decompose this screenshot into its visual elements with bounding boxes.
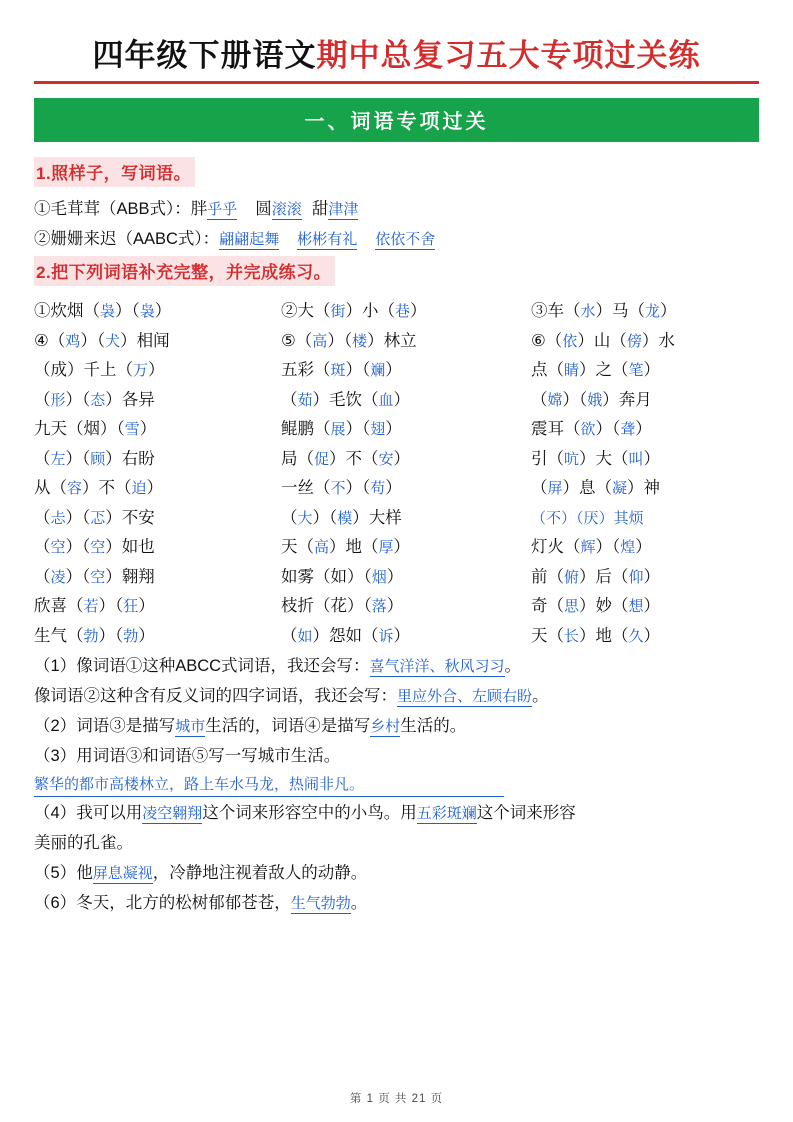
sub-question-6 xyxy=(34,888,759,918)
q1-answer-2b: 彬彬有礼 xyxy=(297,230,358,248)
cell-answer-b: 模 xyxy=(337,508,353,527)
cell-answer-b: 娥 xyxy=(587,390,603,409)
sub-question-4-cont xyxy=(34,828,759,858)
cell-answer-a: 屏 xyxy=(547,479,563,497)
cell-pre: 生气（ xyxy=(34,626,84,645)
table-row xyxy=(34,327,759,357)
cell-answer-a: 鸡 xyxy=(65,331,81,350)
cell-mid: ）（ xyxy=(561,508,584,527)
word-fill-grid xyxy=(34,297,759,651)
q1-answer-2c: 依依不舍 xyxy=(375,230,436,248)
cell-pre: 天（ xyxy=(281,538,314,556)
sub-5-answer: 屏息凝视 xyxy=(92,864,153,882)
cell-post: ） xyxy=(138,597,155,615)
cell-answer-a: 勃 xyxy=(83,626,99,645)
cell-mid: ）地（ xyxy=(329,538,379,556)
cell-answer-b: 想 xyxy=(628,597,644,615)
cell-answer-a: 长 xyxy=(564,626,580,645)
cell-mid: ）马（ xyxy=(595,302,646,320)
table-row xyxy=(34,592,759,622)
grid-cell xyxy=(34,504,281,534)
grid-cell xyxy=(34,622,281,652)
cell-answer-a: 高 xyxy=(314,538,330,556)
cell-answer-a: 街 xyxy=(330,302,346,320)
sub-1b-text: 像词语②这种含有反义词的四字词语，我还会写： xyxy=(34,687,397,705)
cell-answer-a: 不 xyxy=(330,479,346,497)
cell-mid: ）（ xyxy=(65,508,91,527)
sub-6-text: 冬天，北方的松树郁郁苍苍， xyxy=(76,894,291,912)
cell-mid: ）（ xyxy=(562,390,588,409)
cell-answer-a: 落 xyxy=(371,597,387,615)
cell-answer-a: 高 xyxy=(312,331,328,350)
grid-cell xyxy=(34,297,281,327)
cell-mid: ）地（ xyxy=(579,626,629,645)
cell-answer-b: 狂 xyxy=(123,597,139,615)
grid-cell xyxy=(34,563,281,593)
cell-answer-b: 厌 xyxy=(583,508,599,527)
cell-answer-a: 茹 xyxy=(297,390,313,409)
cell-mid: ）（ xyxy=(98,626,124,645)
cell-post: ） xyxy=(643,597,661,615)
cell-mid: ）大（ xyxy=(579,449,629,468)
cell-mid: ）小（ xyxy=(345,302,396,320)
sub-3-id: （3） xyxy=(34,747,77,765)
cell-pre: （ xyxy=(34,567,51,586)
cell-mid: ）妙（ xyxy=(579,597,629,615)
cell-answer-a: 大 xyxy=(297,508,313,527)
cell-mid: ）不（ xyxy=(329,449,379,468)
grid-cell xyxy=(281,622,531,652)
grid-cell xyxy=(281,415,531,445)
cell-pre: 鲲鹏（ xyxy=(281,420,331,438)
cell-answer-a: 万 xyxy=(133,361,149,379)
cell-post: ） xyxy=(635,538,652,556)
cell-mid: ）不（ xyxy=(82,479,132,497)
cell-answer-a: 若 xyxy=(83,597,99,615)
cell-answer-b: 安 xyxy=(378,449,394,468)
table-row xyxy=(34,415,759,445)
grid-cell xyxy=(34,356,281,386)
cell-post: ）奔月 xyxy=(602,390,652,409)
sub-1-text: 像词语①这种ABCC式词语，我还会写： xyxy=(76,657,370,675)
cell-answer-a: 吭 xyxy=(564,449,580,468)
sub-6-post: 。 xyxy=(350,894,368,912)
cell-post: ）各异 xyxy=(105,390,155,409)
cell-answer-b: 凝 xyxy=(612,479,628,497)
cell-post: ） xyxy=(643,567,661,586)
cell-mid: ）（ xyxy=(327,331,353,350)
sub-5-id: （5） xyxy=(34,864,77,882)
cell-pre: （ xyxy=(531,508,547,527)
cell-mid: ）（ xyxy=(595,420,621,438)
q1-l2-prefix: ②姗姗来迟（AABC式）： xyxy=(34,230,220,248)
sub-6-id: （6） xyxy=(34,894,77,912)
grid-cell xyxy=(531,533,751,563)
cell-answer-a: 展 xyxy=(330,420,346,438)
cell-post: ） xyxy=(154,302,172,320)
table-row xyxy=(34,474,759,504)
cell-pre: （ xyxy=(34,508,51,527)
cell-pre: 九天（烟）（ xyxy=(34,420,125,438)
cell-answer-b: 忑 xyxy=(90,508,106,527)
q1-l1-prefix: ①毛茸茸（ABB式）：胖 xyxy=(34,200,208,218)
cell-answer-a: 容 xyxy=(67,479,83,497)
cell-pre: （ xyxy=(531,479,548,497)
sub-question-3 xyxy=(34,741,759,771)
cell-mid: ）（ xyxy=(115,302,140,320)
cell-post: ）神 xyxy=(627,479,661,497)
cell-answer-b: 空 xyxy=(90,567,106,586)
q1-answer-1b: 滚滚 xyxy=(271,200,302,218)
cell-post: ）相闻 xyxy=(120,331,170,350)
cell-post: ） xyxy=(410,302,427,320)
cell-answer-a: 如 xyxy=(297,626,313,645)
cell-post: ） xyxy=(643,361,661,379)
cell-answer-a: 依 xyxy=(562,331,578,350)
cell-pre: （ xyxy=(34,449,51,468)
cell-pre: 引（ xyxy=(531,449,564,468)
sub-4-answer-1: 凌空翱翔 xyxy=(142,804,203,822)
cell-post: ） xyxy=(386,597,404,615)
cell-answer-b: 久 xyxy=(628,626,644,645)
q1-l1-mid: 圆 xyxy=(255,200,272,218)
sub-1b-post: 。 xyxy=(532,687,549,705)
table-row xyxy=(34,563,759,593)
cell-answer-b: 斓 xyxy=(370,361,386,379)
cell-pre: 欣喜（ xyxy=(34,597,84,615)
cell-post: ）其烦 xyxy=(598,508,644,527)
cell-pre: （ xyxy=(531,390,548,409)
title-red-part: 期中总复习五大专项过关练 xyxy=(316,38,701,73)
section-header: 一、词语专项过关 xyxy=(34,98,759,142)
cell-answer-b: 仰 xyxy=(628,567,644,586)
cell-mid: ）（ xyxy=(65,538,91,556)
table-row xyxy=(34,533,759,563)
sub-2-post: 生活的。 xyxy=(400,717,467,735)
cell-answer-a: 空 xyxy=(50,538,66,556)
cell-pre: 如雾（如）（ xyxy=(281,567,372,586)
title-black-part: 四年级下册语文 xyxy=(92,38,317,73)
cell-pre: 前（ xyxy=(531,567,564,586)
cell-answer-a: 雪 xyxy=(124,420,140,438)
grid-cell xyxy=(281,533,531,563)
grid-cell xyxy=(531,386,751,416)
question-2 xyxy=(34,254,759,918)
cell-post: ） xyxy=(643,626,661,645)
cell-post: ）翱翔 xyxy=(105,567,155,586)
table-row xyxy=(34,504,759,534)
cell-pre: ②大（ xyxy=(281,302,331,320)
sub-4-id: （4） xyxy=(34,804,77,822)
sub-2-answer-1: 城市 xyxy=(175,717,206,735)
cell-post: ） xyxy=(385,361,402,379)
cell-mid: ）之（ xyxy=(579,361,629,379)
cell-answer-a: 烟 xyxy=(371,567,387,586)
cell-answer-b: 苟 xyxy=(370,479,386,497)
cell-mid: ）（ xyxy=(595,538,621,556)
cell-mid: ）后（ xyxy=(579,567,629,586)
grid-cell xyxy=(531,356,751,386)
sub-1-answer: 喜气洋洋、秋风习习 xyxy=(369,657,505,675)
cell-pre: 枝折（花）（ xyxy=(281,597,372,615)
cell-pre: ⑥（ xyxy=(531,331,563,350)
cell-post: ） xyxy=(385,479,402,497)
cell-pre: ①炊烟（ xyxy=(34,302,100,320)
table-row xyxy=(34,386,759,416)
cell-pre: 从（ xyxy=(34,479,67,497)
sub-4-text: 我可以用 xyxy=(76,804,143,822)
cell-mid: ）（ xyxy=(345,479,371,497)
cell-post: ） xyxy=(393,449,411,468)
cell-answer-b: 煌 xyxy=(620,538,636,556)
cell-answer-b: 翅 xyxy=(370,420,386,438)
cell-answer-b: 笔 xyxy=(628,361,644,379)
cell-pre: （ xyxy=(34,538,51,556)
sub-1-id: （1） xyxy=(34,657,77,675)
cell-mid: ）（ xyxy=(65,390,91,409)
table-row xyxy=(34,622,759,652)
grid-cell xyxy=(281,592,531,622)
cell-pre: ③车（ xyxy=(531,302,581,320)
q1-answer-2a: 翩翩起舞 xyxy=(219,230,280,248)
cell-answer-a: 凌 xyxy=(50,567,66,586)
sub-2-mid: 生活的，词语④是描写 xyxy=(205,717,371,735)
page-footer: 第 1 页 共 21 页 xyxy=(349,1093,444,1105)
cell-answer-b: 楼 xyxy=(352,331,368,350)
grid-cell xyxy=(281,504,531,534)
cell-answer-a: 斑 xyxy=(330,361,346,379)
cell-answer-b: 迫 xyxy=(131,479,147,497)
sub-1-post: 。 xyxy=(504,657,522,675)
cell-mid: ）（ xyxy=(345,420,371,438)
grid-cell xyxy=(531,327,751,357)
sub-question-4 xyxy=(34,798,759,828)
cell-answer-b: 态 xyxy=(90,390,106,409)
cell-pre: 点（ xyxy=(531,361,564,379)
cell-mid: ）山（ xyxy=(577,331,627,350)
cell-mid: ）（ xyxy=(345,361,371,379)
cell-mid: ）毛饮（ xyxy=(312,390,379,409)
cell-pre: 天（ xyxy=(531,626,564,645)
cell-pre: ④（ xyxy=(34,331,66,350)
cell-pre: 灯火（ xyxy=(531,538,581,556)
sub-3-text: 用词语③和词语⑤写一写城市生活。 xyxy=(76,747,341,765)
sub-6-answer: 生气勃勃 xyxy=(290,894,351,912)
sub-question-1b xyxy=(34,681,759,711)
table-row xyxy=(34,297,759,327)
cell-pre: （ xyxy=(281,390,298,409)
cell-answer-b: 血 xyxy=(378,390,394,409)
sub-1b-answer: 里应外合、左顾右盼 xyxy=(397,687,533,705)
cell-pre: （ xyxy=(281,626,298,645)
cell-mid: ）（ xyxy=(80,331,106,350)
cell-answer-a: 欲 xyxy=(580,420,596,438)
grid-cell xyxy=(34,445,281,475)
cell-answer-b: 叫 xyxy=(628,449,644,468)
q1-answer-1c: 津津 xyxy=(328,200,359,218)
sub-question-1 xyxy=(34,651,759,681)
sub-2-id: （2） xyxy=(34,717,77,735)
grid-cell xyxy=(531,622,751,652)
grid-cell xyxy=(531,297,751,327)
cell-post: ） xyxy=(146,479,164,497)
grid-cell xyxy=(34,386,281,416)
cell-post: ） xyxy=(386,567,404,586)
cell-post: ）水 xyxy=(641,331,675,350)
cell-post: ） xyxy=(385,420,402,438)
cell-answer-b: 顾 xyxy=(90,449,106,468)
cell-pre: （ xyxy=(34,390,51,409)
cell-post: ） xyxy=(148,361,165,379)
cell-answer-a: 辉 xyxy=(580,538,596,556)
question-1-line-1 xyxy=(34,194,759,224)
sub-question-5 xyxy=(34,858,759,888)
cell-pre: 局（ xyxy=(281,449,314,468)
cell-answer-b: 龙 xyxy=(645,302,661,320)
question-1-line-2 xyxy=(34,224,759,254)
cell-post: ） xyxy=(393,538,411,556)
cell-pre: ⑤（ xyxy=(281,331,313,350)
cell-post: ）不安 xyxy=(105,508,155,527)
cell-answer-b: 聋 xyxy=(620,420,636,438)
grid-cell xyxy=(281,474,531,504)
grid-cell xyxy=(531,445,751,475)
question-1 xyxy=(34,155,759,254)
cell-answer-a: 促 xyxy=(314,449,330,468)
grid-cell xyxy=(34,415,281,445)
cell-answer-a: 袅 xyxy=(100,302,116,320)
q1-answer-1a: 乎乎 xyxy=(207,200,238,218)
cell-post: ） xyxy=(660,302,677,320)
cell-answer-b: 诉 xyxy=(378,626,394,645)
cell-post: ）如也 xyxy=(105,538,155,556)
cell-answer-a: 水 xyxy=(580,302,596,320)
grid-cell xyxy=(281,327,531,357)
grid-cell xyxy=(281,445,531,475)
cell-answer-a: 俯 xyxy=(564,567,580,586)
cell-mid: ）（ xyxy=(65,449,91,468)
cell-mid: ）怨如（ xyxy=(312,626,379,645)
cell-answer-a: 思 xyxy=(564,597,580,615)
cell-answer-a: 睛 xyxy=(564,361,580,379)
cell-answer-b: 厚 xyxy=(378,538,394,556)
cell-post: ） xyxy=(643,449,661,468)
sub-3-answer: 繁华的都市高楼林立，路上车水马龙，热闹非凡。 xyxy=(34,773,504,797)
cell-mid: ）息（ xyxy=(562,479,613,497)
cell-pre: 奇（ xyxy=(531,597,564,615)
cell-post: ）林立 xyxy=(367,331,417,350)
cell-answer-a: 嫦 xyxy=(547,390,563,409)
sub-4-answer-2: 五彩斑斓 xyxy=(416,804,477,822)
cell-post: ） xyxy=(393,626,411,645)
cell-answer-a: 不 xyxy=(546,508,562,527)
cell-pre: （成）千上（ xyxy=(34,361,133,379)
grid-cell xyxy=(281,386,531,416)
cell-mid: ）（ xyxy=(98,597,124,615)
grid-cell xyxy=(34,533,281,563)
page-title xyxy=(34,30,759,84)
grid-cell xyxy=(34,474,281,504)
grid-cell xyxy=(34,327,281,357)
cell-post: ） xyxy=(139,420,157,438)
sub-4-post: 这个词来形容 xyxy=(476,804,576,822)
cell-pre: 一丝（ xyxy=(281,479,331,497)
question-2-heading: 2.把下列词语补充完整，并完成练习。 xyxy=(34,256,335,286)
grid-cell xyxy=(281,356,531,386)
cell-answer-b: 袅 xyxy=(139,302,155,320)
sub-question-2 xyxy=(34,711,759,741)
cell-pre: 五彩（ xyxy=(281,361,331,379)
cell-post: ）大样 xyxy=(352,508,402,527)
sub-5-text: 他 xyxy=(76,864,93,882)
cell-post: ）右盼 xyxy=(105,449,155,468)
grid-cell xyxy=(531,504,751,534)
grid-cell xyxy=(34,592,281,622)
cell-answer-a: 形 xyxy=(50,390,66,409)
cell-post: ） xyxy=(138,626,155,645)
cell-post: ） xyxy=(393,390,411,409)
cell-answer-b: 勃 xyxy=(123,626,139,645)
cell-answer-b: 巷 xyxy=(395,302,411,320)
table-row xyxy=(34,356,759,386)
cell-answer-a: 左 xyxy=(50,449,66,468)
grid-cell xyxy=(281,297,531,327)
grid-cell xyxy=(531,592,751,622)
table-row xyxy=(34,445,759,475)
cell-mid: ）（ xyxy=(65,567,91,586)
cell-pre: 震耳（ xyxy=(531,420,581,438)
grid-cell xyxy=(531,474,751,504)
sub-4-post2: 美丽的孔雀。 xyxy=(34,834,133,852)
grid-cell xyxy=(531,415,751,445)
sub-4-mid: 这个词来形容空中的小鸟。用 xyxy=(202,804,417,822)
grid-cell xyxy=(531,563,751,593)
sub-2-text: 词语③是描写 xyxy=(76,717,176,735)
question-1-heading: 1.照样子，写词语。 xyxy=(34,157,195,187)
sub-2-answer-2: 乡村 xyxy=(370,717,401,735)
cell-answer-b: 空 xyxy=(90,538,106,556)
cell-post: ） xyxy=(635,420,652,438)
cell-answer-a: 忐 xyxy=(50,508,66,527)
sub-5-post: ，冷静地注视着敌人的动静。 xyxy=(152,864,368,882)
cell-pre: （ xyxy=(281,508,298,527)
q1-l1-mid2: 甜 xyxy=(311,200,329,218)
cell-mid: ）（ xyxy=(312,508,338,527)
cell-answer-b: 犬 xyxy=(105,331,121,350)
cell-answer-b: 傍 xyxy=(626,331,642,350)
grid-cell xyxy=(281,563,531,593)
